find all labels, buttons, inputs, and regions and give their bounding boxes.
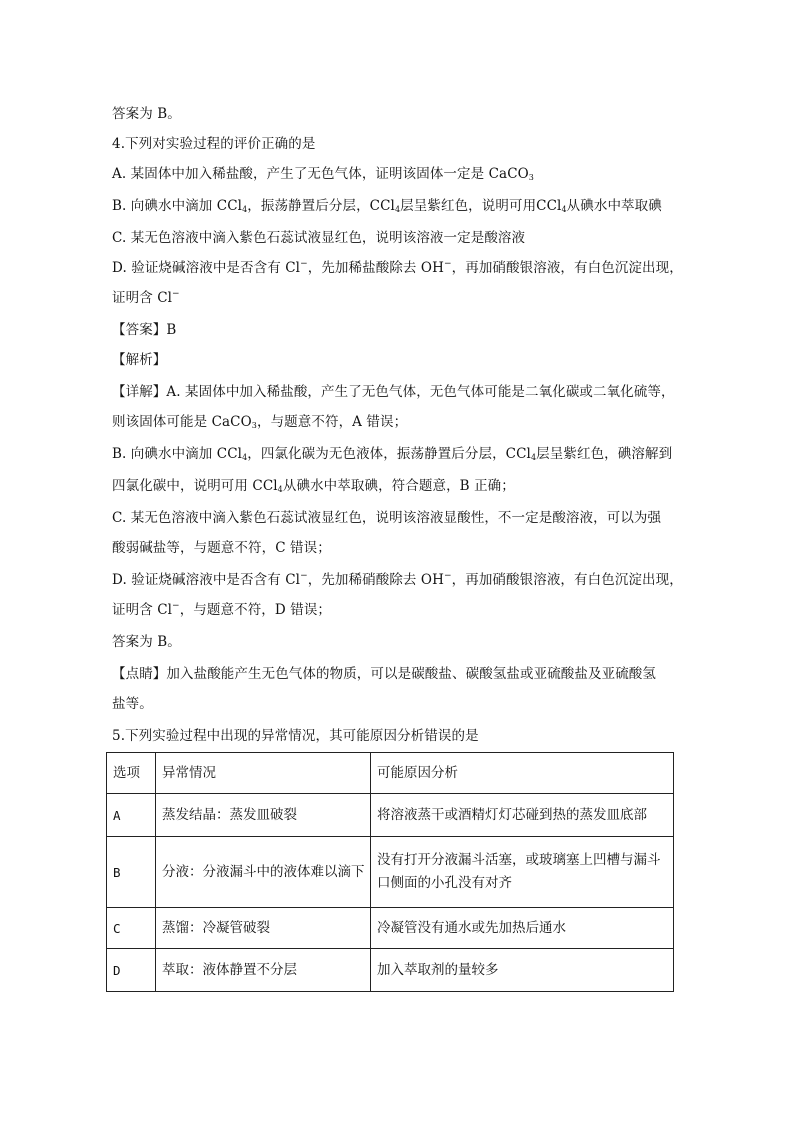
table-row	[107, 908, 674, 949]
table-header-row	[107, 753, 674, 794]
question-5-stem: 5.下列实验过程中出现的异常情况，其可能原因分析错误的是	[112, 728, 479, 744]
row-cause: 冷凝管没有通水或先加热后通水	[371, 908, 674, 949]
question-4-option-d-cont: 证明含 Cl−	[112, 289, 180, 306]
table-row	[107, 949, 674, 992]
question-4-option-d: D. 验证烧碱溶液中是否含有 Cl−，先加稀盐酸除去 OH−，再加硝酸银溶液，有白色沉淀出现，	[112, 259, 683, 276]
final-answer: 答案为 B。	[112, 634, 181, 650]
detail-line-2: 则该固体可能是 CaCO$_3$，与题意不符，A 错误；	[112, 414, 408, 430]
tip-line-2: 盐等。	[112, 696, 153, 712]
question-4-option-b: B. 向碘水中滴加 CCl$_4$，振荡静置后分层，CCl$_4$层呈紫红色，说明可用CCl$_4$从碘水中萃取碘	[112, 198, 662, 214]
row-abnormal: 蒸馏：冷凝管破裂	[156, 908, 371, 949]
header-option: 选项	[107, 753, 156, 794]
detail-line-3: B. 向碘水中滴加 CCl$_4$，四氯化碳为无色液体，振荡静置后分层，CCl$_4$层呈紫红色，碘溶解到	[112, 446, 673, 462]
detail-line-4: 四氯化碳中，说明可用 CCl$_4$从碘水中萃取碘，符合题意，B 正确；	[112, 478, 515, 494]
analysis-label: 【解析】	[112, 352, 167, 368]
tip-line-1: 【点睛】加入盐酸能产生无色气体的物质，可以是碳酸盐、碳酸氢盐或亚硫酸盐及亚硫酸氢	[112, 666, 656, 682]
row-abnormal: 分液：分液漏斗中的液体难以滴下	[156, 837, 371, 908]
detail-line-7: D. 验证烧碱溶液中是否含有 Cl−，先加稀硝酸除去 OH−，再加硝酸银溶液，有白色沉淀出现，	[112, 571, 683, 588]
detail-line-8: 证明含 Cl−，与题意不符，D 错误；	[112, 601, 332, 618]
question-4-option-a: A. 某固体中加入稀盐酸，产生了无色气体，证明该固体一定是 CaCO$_3$	[112, 166, 534, 182]
table-row	[107, 837, 674, 908]
row-option: B	[107, 837, 156, 908]
table-row	[107, 794, 674, 837]
header-cause: 可能原因分析	[371, 753, 674, 794]
detail-line-6: 酸弱碱盐等，与题意不符，C 错误；	[112, 540, 331, 556]
row-cause: 将溶液蒸干或酒精灯灯芯碰到热的蒸发皿底部	[371, 794, 674, 837]
row-option: D	[107, 949, 156, 992]
row-option: C	[107, 908, 156, 949]
previous-answer: 答案为 B。	[112, 106, 181, 122]
question-4-option-c: C. 某无色溶液中滴入紫色石蕊试液显红色，说明该溶液一定是酸溶液	[112, 230, 526, 246]
question-4-stem: 4.下列对实验过程的评价正确的是	[112, 136, 316, 152]
row-abnormal: 萃取：液体静置不分层	[156, 949, 371, 992]
row-cause: 加入萃取剂的量较多	[371, 949, 674, 992]
detail-line-5: C. 某无色溶液中滴入紫色石蕊试液显红色，说明该溶液显酸性，不一定是酸溶液，可以为强	[112, 510, 662, 526]
header-abnormal: 异常情况	[156, 753, 371, 794]
question-5-table	[106, 752, 674, 992]
row-option: A	[107, 794, 156, 837]
row-abnormal: 蒸发结晶：蒸发皿破裂	[156, 794, 371, 837]
row-cause: 没有打开分液漏斗活塞，或玻璃塞上凹槽与漏斗口侧面的小孔没有对齐	[371, 837, 674, 908]
answer-label: 【答案】B	[112, 322, 177, 338]
detail-line-1: 【详解】A. 某固体中加入稀盐酸，产生了无色气体，无色气体可能是二氧化碳或二氧化硫等，	[112, 384, 675, 400]
